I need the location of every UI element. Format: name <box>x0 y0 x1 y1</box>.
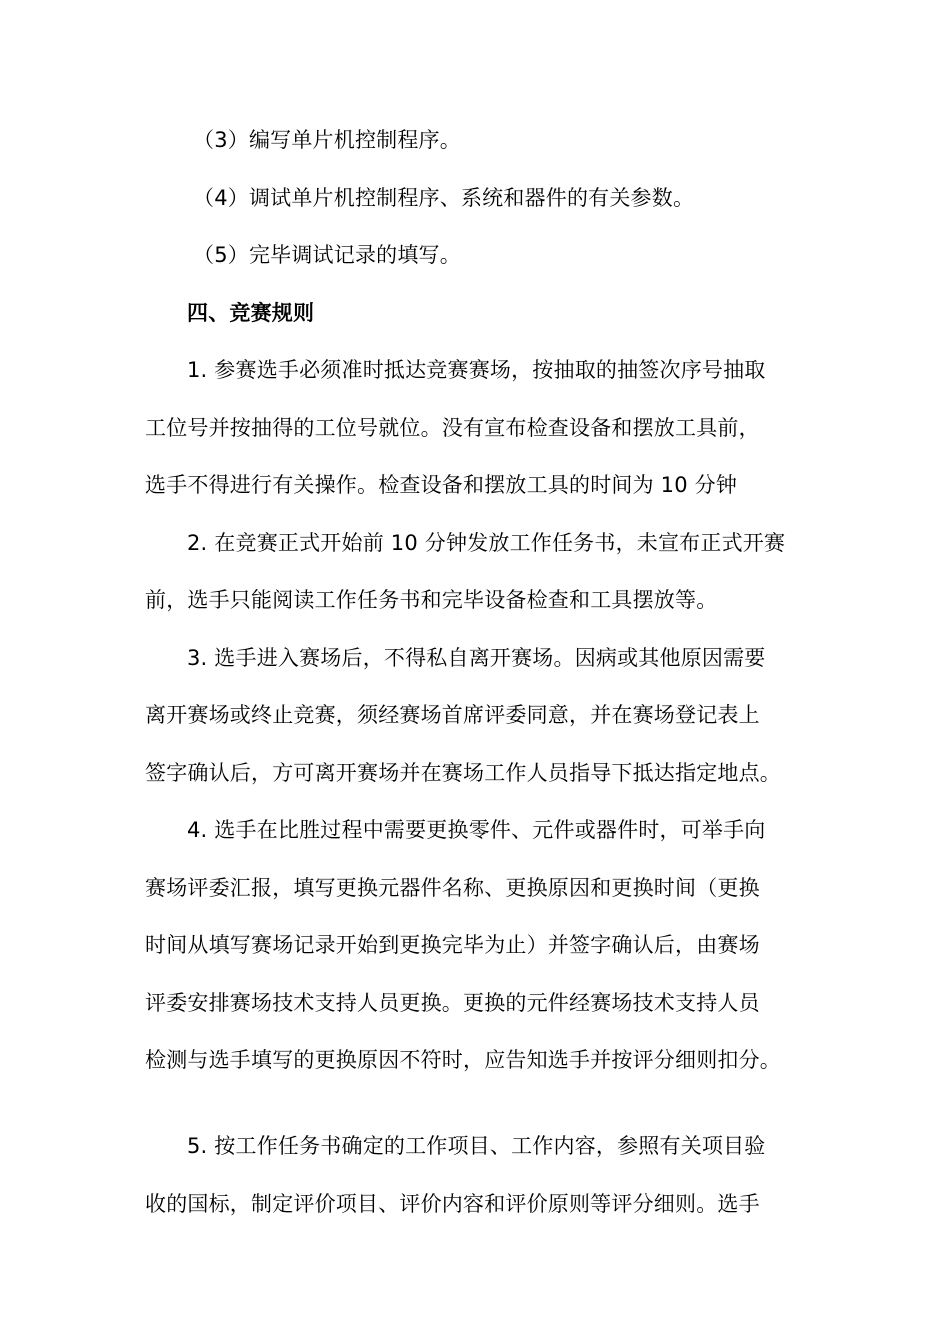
rule-5-line-1: 5. 按工作任务书确定的工作项目、工作内容，参照有关项目验 <box>187 1134 766 1158</box>
rule-4-line-3: 时间从填写赛场记录开始到更换完毕为止）并签字确认后，由赛场 <box>145 933 760 957</box>
rule-4-line-4: 评委安排赛场技术支持人员更换。更换的元件经赛场技术支持人员 <box>145 990 760 1015</box>
rule-1-line-1: 1. 参赛选手必须准时抵达竞赛赛场，按抽取的抽签次序号抽取 <box>187 358 766 382</box>
rule-3-line-3: 签字确认后，方可离开赛场并在赛场工作人员指导下抵达指定地点。 <box>145 760 781 785</box>
rule-4-line-1: 4. 选手在比胜过程中需要更换零件、元件或器件时，可举手向 <box>187 818 766 842</box>
rule-3-line-2: 离开赛场或终止竞赛，须经赛场首席评委同意，并在赛场登记表上 <box>145 703 760 727</box>
rule-1-line-2: 工位号并按抽得的工位号就位。没有宣布检查设备和摆放工具前， <box>145 415 760 440</box>
rule-2-line-1: 2. 在竞赛正式开始前 10 分钟发放工作任务书，未宣布正式开赛 <box>187 530 786 555</box>
rule-4-line-5: 检测与选手填写的更换原因不符时，应告知选手并按评分细则扣分。 <box>145 1048 781 1072</box>
list-item-5: （5）完毕调试记录的填写。 <box>193 243 461 267</box>
list-item-3: （3）编写单片机控制程序。 <box>193 128 461 152</box>
rule-1-line-3: 选手不得进行有关操作。检查设备和摆放工具的时间为 10 分钟 <box>145 473 738 497</box>
document-body <box>145 112 810 1090</box>
list-item-4: （4）调试单片机控制程序、系统和器件的有关参数。 <box>193 185 695 210</box>
document-body-continued <box>145 1118 810 1233</box>
rule-2-line-2: 前，选手只能阅读工作任务书和完毕设备检查和工具摆放等。 <box>145 588 718 612</box>
rule-3-line-1: 3. 选手进入赛场后，不得私自离开赛场。因病或其他原因需要 <box>187 645 766 670</box>
section-heading-competition-rules: 四、竞赛规则 <box>187 300 315 325</box>
rule-4-line-2: 赛场评委汇报，填写更换元器件名称、更换原因和更换时间（更换 <box>145 875 760 900</box>
rule-5-line-2: 收的国标，制定评价项目、评价内容和评价原则等评分细则。选手 <box>145 1191 760 1216</box>
